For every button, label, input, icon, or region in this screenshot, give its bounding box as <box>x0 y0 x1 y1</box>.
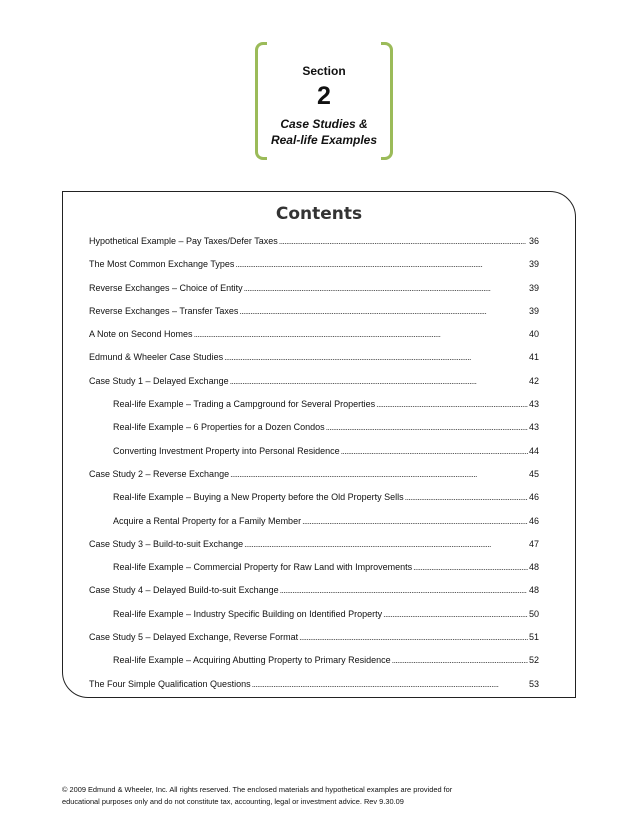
toc-entry-page: 43 <box>528 422 539 433</box>
toc-entry[interactable] <box>89 446 539 469</box>
toc-entry[interactable] <box>89 306 539 329</box>
toc-dot-leader <box>230 469 528 479</box>
toc-entry-page: 51 <box>528 632 539 643</box>
toc-entry-page: 36 <box>528 236 539 246</box>
toc-entry[interactable] <box>89 679 539 702</box>
toc-entry-title: Reverse Exchanges – Choice of Entity <box>89 282 243 293</box>
toc-dot-leader <box>244 539 528 549</box>
toc-entry-page: 48 <box>528 585 539 596</box>
toc-entry-page: 45 <box>528 468 539 479</box>
footer-line-1: © 2009 Edmund & Wheeler, Inc. All rights reserved. The enclosed materials and hypothetical examples are provided for <box>62 785 453 794</box>
toc-entry[interactable] <box>89 236 539 259</box>
toc-entry-page: 52 <box>528 655 539 666</box>
toc-entry-title: A Note on Second Homes <box>89 329 193 340</box>
toc-entry[interactable] <box>89 422 539 445</box>
toc-entry-page: 42 <box>528 375 539 386</box>
toc-entry-title: Converting Investment Property into Personal Residence <box>113 445 340 456</box>
toc-entry-page: 39 <box>528 282 539 293</box>
section-label: Section <box>302 64 346 78</box>
toc-dot-leader <box>194 329 528 339</box>
toc-dot-leader <box>230 376 528 386</box>
section-title-line-2: Real-life Examples <box>270 133 378 147</box>
toc-entry-title: Real-life Example – Trading a Campground for Several Properties <box>113 399 376 410</box>
toc-entry-page: 50 <box>528 608 539 619</box>
toc-entry[interactable] <box>89 329 539 352</box>
toc-entry-page: 39 <box>528 259 539 270</box>
toc-entry-page: 46 <box>528 492 539 503</box>
toc-dot-leader <box>235 259 528 269</box>
toc-dot-leader <box>244 283 528 293</box>
toc-entry-title: Real-life Example – Commercial Property for Raw Land with Improvements <box>113 562 413 573</box>
footer-line-2: educational purposes only and do not constitute tax, accounting, legal or investment advice. Rev 9.30.09 <box>62 797 404 806</box>
toc-entry-title: Case Study 3 – Build-to-suit Exchange <box>89 538 244 549</box>
toc-entry[interactable] <box>89 399 539 422</box>
section-number: 2 <box>317 82 331 110</box>
toc-entry-page: 44 <box>528 445 539 456</box>
table-of-contents <box>89 236 539 702</box>
toc-entry-page: 48 <box>528 562 539 573</box>
toc-entry[interactable] <box>89 469 539 492</box>
toc-entry[interactable] <box>89 609 539 632</box>
toc-entry[interactable] <box>89 259 539 282</box>
toc-entry-title: Real-life Example – 6 Properties for a Dozen Condos <box>113 422 325 433</box>
toc-dot-leader <box>341 446 528 456</box>
toc-dot-leader <box>279 236 528 246</box>
section-header <box>255 42 393 160</box>
toc-dot-leader <box>392 655 528 665</box>
toc-entry-title: Case Study 2 – Reverse Exchange <box>89 468 230 479</box>
toc-entry-title: Real-life Example – Buying a New Property before the Old Property Sells <box>113 492 404 503</box>
section-title-line-1: Case Studies & <box>280 117 368 131</box>
toc-entry-page: 41 <box>528 352 539 363</box>
toc-dot-leader <box>405 492 528 502</box>
toc-entry-title: Reverse Exchanges – Transfer Taxes <box>89 305 239 316</box>
section-title <box>255 116 393 148</box>
toc-entry-page: 43 <box>528 399 539 410</box>
toc-entry[interactable] <box>89 562 539 585</box>
toc-entry-page: 40 <box>528 329 539 340</box>
toc-dot-leader <box>383 609 528 619</box>
toc-entry-title: Real-life Example – Acquiring Abutting Property to Primary Residence <box>113 655 391 666</box>
toc-entry[interactable] <box>89 632 539 655</box>
copyright-footer <box>62 784 532 808</box>
toc-entry-title: Hypothetical Example – Pay Taxes/Defer Taxes <box>89 236 278 246</box>
contents-heading: Contents <box>275 204 363 224</box>
toc-entry-page: 47 <box>528 538 539 549</box>
toc-entry[interactable] <box>89 655 539 678</box>
toc-dot-leader <box>326 422 528 432</box>
toc-entry[interactable] <box>89 376 539 399</box>
toc-entry[interactable] <box>89 283 539 306</box>
toc-entry-page: 46 <box>528 515 539 526</box>
toc-entry-page: 39 <box>528 305 539 316</box>
toc-entry[interactable] <box>89 539 539 562</box>
toc-dot-leader <box>376 399 528 409</box>
toc-entry[interactable] <box>89 516 539 539</box>
toc-dot-leader <box>413 562 528 572</box>
toc-dot-leader <box>299 632 528 642</box>
toc-entry[interactable] <box>89 585 539 608</box>
toc-entry-title: The Four Simple Qualification Questions <box>89 678 251 689</box>
toc-entry-title: Case Study 4 – Delayed Build-to-suit Exchange <box>89 585 279 596</box>
toc-entry-title: The Most Common Exchange Types <box>89 259 235 270</box>
toc-entry-title: Acquire a Rental Property for a Family Member <box>113 515 302 526</box>
toc-dot-leader <box>252 679 528 689</box>
toc-entry-title: Real-life Example – Industry Specific Building on Identified Property <box>113 608 383 619</box>
toc-entry[interactable] <box>89 352 539 375</box>
toc-dot-leader <box>239 306 528 316</box>
toc-entry[interactable] <box>89 492 539 515</box>
toc-entry-title: Case Study 5 – Delayed Exchange, Reverse Format <box>89 632 299 643</box>
toc-entry-page: 53 <box>528 678 539 689</box>
toc-dot-leader <box>224 352 528 362</box>
toc-entry-title: Case Study 1 – Delayed Exchange <box>89 375 229 386</box>
toc-entry-title: Edmund & Wheeler Case Studies <box>89 352 224 363</box>
toc-dot-leader <box>302 516 528 526</box>
toc-dot-leader <box>280 585 528 595</box>
